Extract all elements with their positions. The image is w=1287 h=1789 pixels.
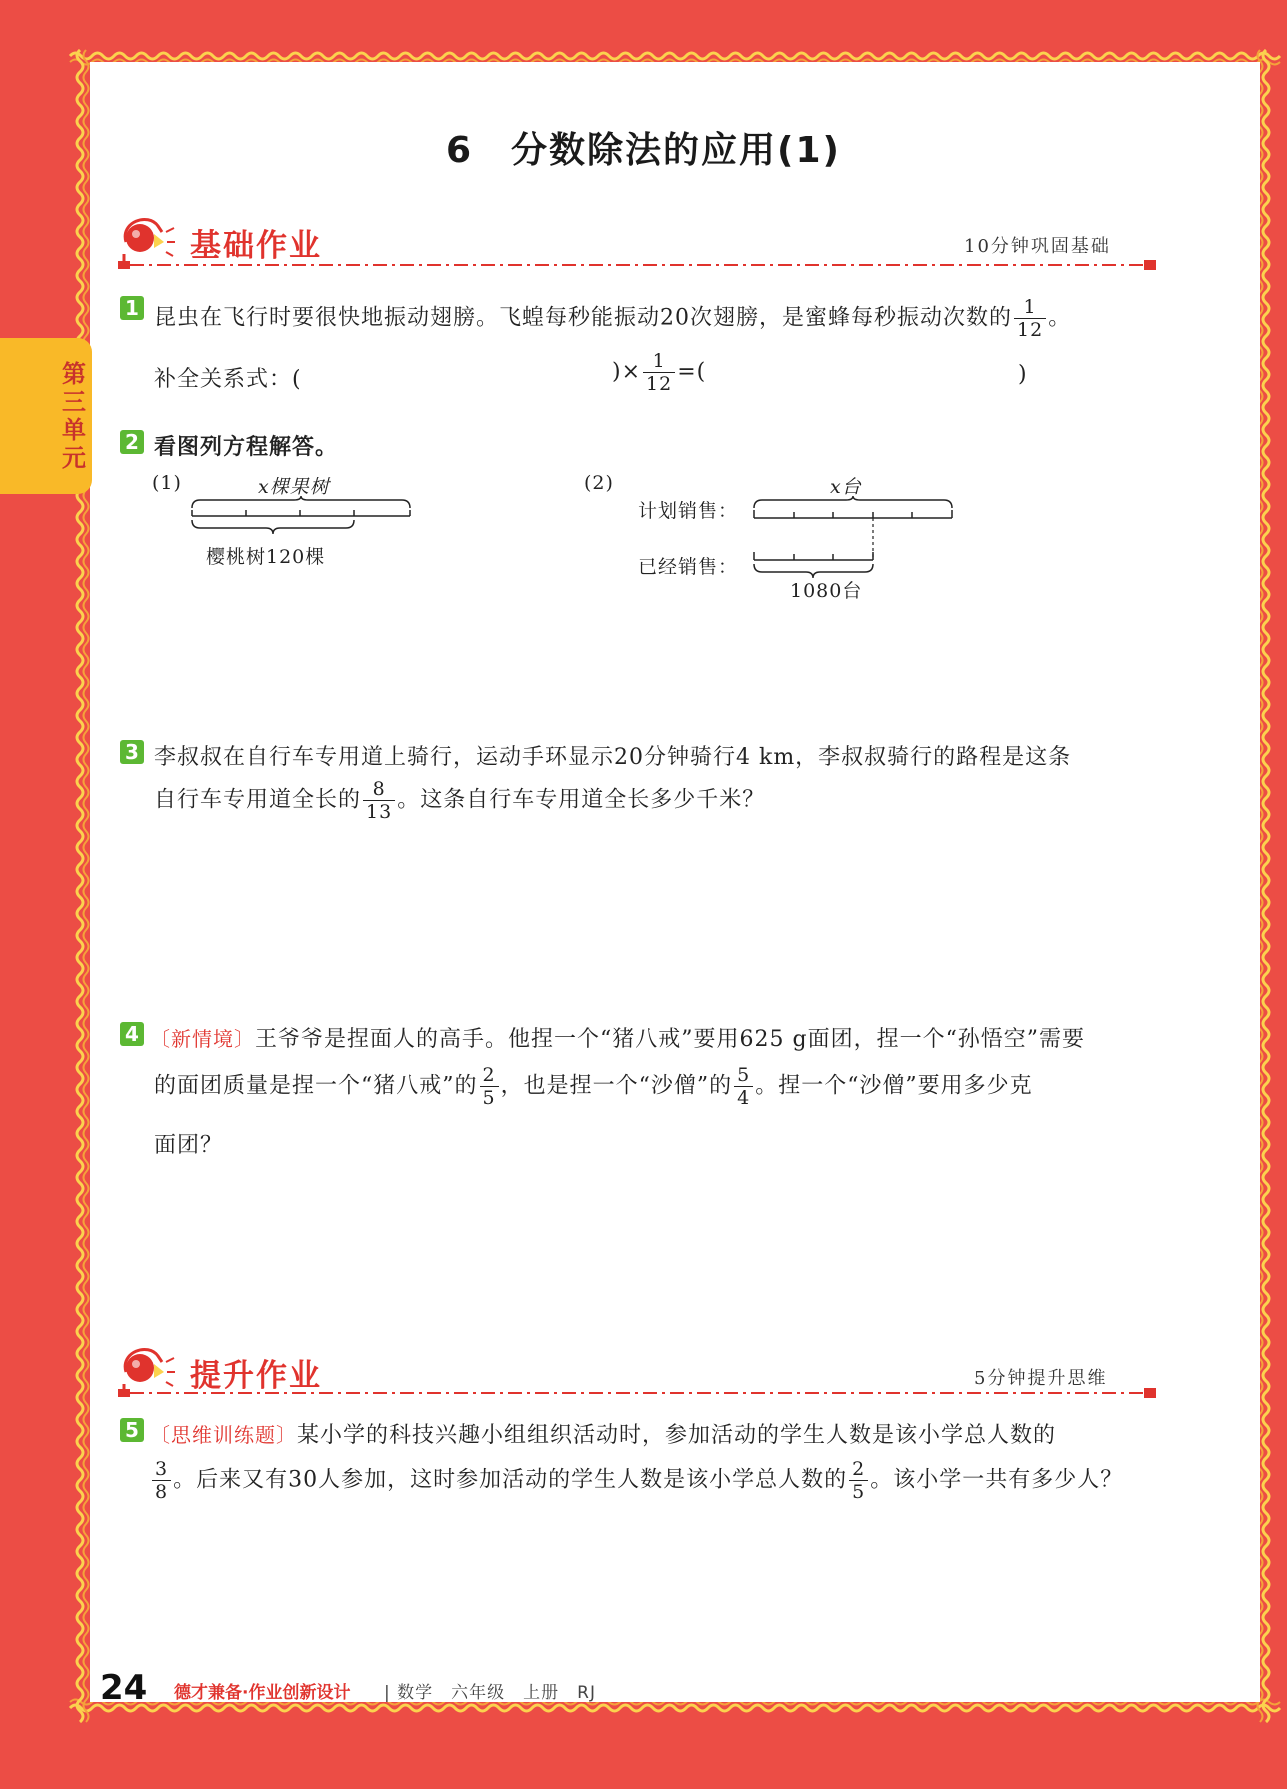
question-4-line3: 面团？ [154,1133,224,1158]
unit-tab-label: 第三单元 [62,360,86,472]
section-advanced-title: 提升作业 [190,1358,322,1394]
section-advanced-divider [118,1386,1160,1400]
diagram-2-segments [750,496,960,586]
fraction-8-13: $\frac{8}{13}$ [363,778,395,823]
question-4-number: 4 [120,1022,144,1046]
question-1-fill-expression: )× $\frac{1}{12}$ =( [612,350,707,395]
question-4-line1: 〔新情境〕王爷爷是捏面人的高手。他捏一个“猪八戒”要用625 g面团，捏一个“孙悟空”需要 [150,1027,1086,1052]
question-3-number: 3 [120,740,144,764]
diagram-1-top-label: x棵果树 [258,476,330,498]
question-1-number: 1 [120,296,144,320]
question-5-line1: 〔思维训练题〕某小学的科技兴趣小组组织活动时，参加活动的学生人数是该小学总人数的 [150,1423,1057,1448]
fraction-1-12-b: $\frac{1}{12}$ [643,350,675,395]
fraction-2-5: $\frac{2}{5}$ [480,1064,499,1109]
question-1-text: 昆虫在飞行时要很快地振动翅膀。飞蝗每秒能振动20次翅膀，是蜜蜂每秒振动次数的 $\frac{1}{12}$ 。 [154,296,1072,341]
question-1-body: 昆虫在飞行时要很快地振动翅膀。飞蝗每秒能振动20次翅膀，是蜜蜂每秒振动次数的 [154,305,1012,331]
diagram-1-segment [190,496,412,548]
question-5-number: 5 [120,1418,144,1442]
fraction-2-5-b: $\frac{2}{5}$ [849,1458,868,1503]
question-1-fill-label: 补全关系式：( [154,367,302,392]
section-advanced-subtitle: 5分钟提升思维 [974,1368,1108,1389]
diagram-1-label: (1) [152,472,182,494]
section-basic-divider [118,258,1160,272]
section-basic-subtitle: 10分钟巩固基础 [964,236,1111,257]
question-1 [120,296,144,320]
page-number: 24 [100,1668,148,1708]
diagram-2-label: (2) [584,472,614,494]
footer-brand: 德才兼备·作业创新设计 [174,1683,351,1703]
question-5-tag: 〔思维训练题〕 [150,1423,297,1447]
question-3-line1: 李叔叔在自行车专用道上骑行，运动手环显示20分钟骑行4 km，李叔叔骑行的路程是这条 [154,745,1072,770]
lamp-icon [118,212,176,264]
section-basic-title: 基础作业 [190,228,322,264]
diagram-2-bottom-label: 1080台 [790,580,863,602]
question-1-fill-close: ) [1018,362,1028,387]
diagram-2-row1-label: 计划销售： [638,500,739,522]
question-4-line2: 的面团质量是捏一个“猪八戒”的 $\frac{2}{5}$ ，也是捏一个“沙僧”的 $\frac{5}{4}$ 。捏一个“沙僧”要用多少克 [154,1064,1033,1109]
question-2-number: 2 [120,430,144,454]
question-4-tag: 〔新情境〕 [150,1027,255,1051]
question-5-line2: $\frac{3}{8}$ 。后来又有30人参加，这时参加活动的学生人数是该小学总人数的 $\frac{2}{5}$ 。该小学一共有多少人？ [150,1458,1123,1503]
question-2-text: 看图列方程解答。 [154,435,339,460]
fraction-5-4: $\frac{5}{4}$ [734,1064,753,1109]
diagram-2-row2-label: 已经销售： [638,556,739,578]
question-3-line2: 自行车专用道全长的 $\frac{8}{13}$ 。这条自行车专用道全长多少千米？ [154,778,766,823]
footer-info: | 数学 六年级 上册 RJ [384,1683,596,1703]
fraction-1-12: $\frac{1}{12}$ [1014,296,1046,341]
page-title: 6 分数除法的应用(1) [445,130,841,171]
diagram-1-bottom-label: 樱桃树120棵 [206,546,326,568]
diagram-2-top-label: x台 [830,476,862,498]
fraction-3-8: $\frac{3}{8}$ [152,1458,171,1503]
